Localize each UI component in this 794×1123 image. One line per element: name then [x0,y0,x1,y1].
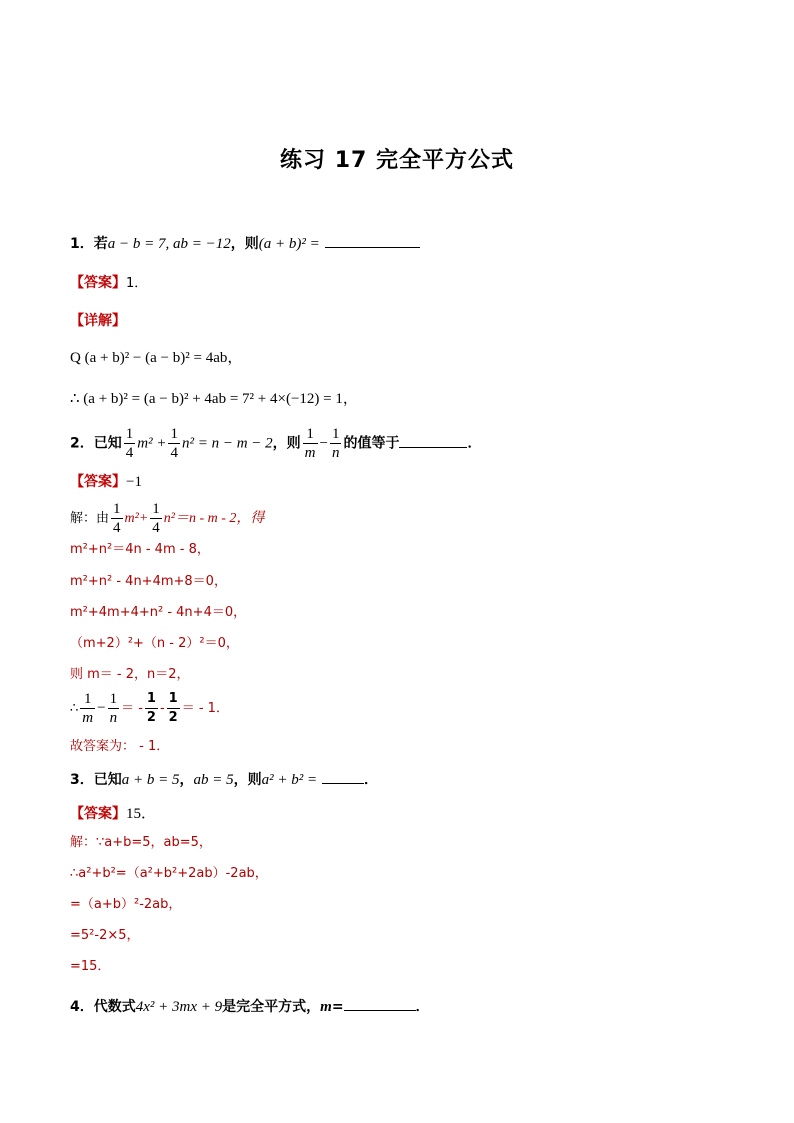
page-title: 练习 17 完全平方公式 [280,148,514,173]
q2-s6-minus-2: - [159,701,165,716]
q2-s6-fraction-half-2: $\frac{1}{2}$ [168,691,178,725]
q2-fraction-1: $\frac{1}{4}$ [125,426,134,461]
q2-text-known: 已知 [93,435,122,452]
q1-condition: a − b = 7, ab = −12 [107,236,231,252]
q4-answer-blank[interactable] [344,996,416,1011]
q3-separator: ， [179,772,194,788]
q2-step-6 [70,690,229,727]
q2-s6-minus: − [97,700,106,716]
q1-text-if: 若 [93,236,108,252]
q2-minus: − [319,435,328,452]
q3-answer-tag: 【答案】 [70,806,126,822]
q2-end: ． [467,435,482,452]
q2-answer-tag: 【答案】 [70,474,126,490]
q2-s6-fraction-half-1: $\frac{1}{2}$ [146,691,156,725]
q3-answer-blank[interactable] [322,769,364,784]
q2-fraction-2: $\frac{1}{4}$ [170,426,178,461]
q2-fraction-m: $\frac{1}{m}$ [304,426,316,461]
q4-number: 4． [70,999,94,1015]
q2-step-2: m²+n² - 4n+4m+8＝0， [70,574,227,589]
q2-answer-value: −1 [126,474,142,490]
q3-step-3: =（a+b）²-2ab， [70,897,182,912]
q2-sol-fraction-1: $\frac{1}{4}$ [113,501,121,536]
q1-answer-tag: 【答案】 [70,275,126,291]
q3-text-known: 已知 [93,772,122,788]
q3-number: 3． [70,772,94,788]
q1-expression: (a + b)² = [258,236,320,252]
q3-step-4: =5²-2×5， [70,928,140,943]
q2-s6-fraction-n: $\frac{1}{n}$ [109,691,118,726]
q4-text-b: 是完全平方式， [222,999,321,1015]
q1-text-then: ，则 [230,236,259,252]
q2-step-1: m²+n²＝4n - 4m - 8， [70,542,210,557]
q1-number: 1． [70,236,94,252]
q4-expression: 4x² + 3mx + 9 [135,999,223,1015]
q2-step-4: （m+2）²+（n - 2）²＝0， [70,636,239,651]
q1-answer [70,273,147,294]
q2-text-then: ，则 [272,435,301,452]
q3-condition-1: a + b = 5 [121,772,180,788]
q2-s6-end: ＝ - 1． [181,701,229,716]
q2-sol-rhs: n²＝n - m - 2，得 [163,511,265,526]
q2-step-3: m²+4m+4+n² - 4n+4＝0， [70,605,247,620]
q1-answer-blank[interactable] [325,233,420,248]
q2-solution-intro [70,500,264,537]
q3-answer [70,804,156,824]
q3-step-1: 解：∵a+b=5，ab=5， [70,835,212,850]
q3-expression: a² + b² = [261,772,318,788]
q2-sol-intro-text: 解：由 [70,511,110,526]
q2-s6-fraction-m: $\frac{1}{m}$ [82,691,94,726]
q1-detail-tag [70,311,126,331]
q1-answer-value: 1． [126,276,148,291]
q3-condition-2: ab = 5 [193,772,234,788]
q4-end: ． [415,999,430,1015]
question-4 [70,996,430,1017]
q2-step-7: 故答案为： - 1． [70,739,170,754]
question-2 [70,425,481,462]
q2-fraction-n: $\frac{1}{n}$ [331,426,340,461]
q2-s6-eq: ＝ - [121,701,143,716]
question-1 [70,233,420,254]
q2-sol-m2: m²+ [124,511,149,526]
q1-step-2: ∴ (a + b)² = (a − b)² + 4ab = 7² + 4×(−12) = 1， [70,391,358,407]
q1-step-1: Q (a + b)² − (a − b)² = 4ab， [70,350,243,366]
q4-variable: m [320,999,332,1015]
q3-text-then: ，则 [233,772,262,788]
q2-number: 2． [70,435,94,452]
q2-text-value: 的值等于 [343,435,400,452]
q2-answer-blank[interactable] [399,433,467,448]
q3-step-2: ∴a²+b²=（a²+b²+2ab）-2ab， [70,866,268,881]
q2-answer [70,472,142,492]
q2-s6-therefore: ∴ [70,701,79,716]
q2-m-squared: m² + [137,435,167,452]
q2-sol-fraction-2: $\frac{1}{4}$ [152,501,160,536]
q1-detail-label: 【详解】 [70,313,126,329]
q4-text-a: 代数式 [93,999,136,1015]
q2-step-5: 则 m＝ - 2，n＝2， [70,667,190,682]
q3-step-5: =15． [70,959,111,974]
q4-equals: = [331,999,344,1015]
question-3 [70,769,378,790]
q3-end: ． [364,772,378,788]
q3-answer-value: 15． [126,806,157,822]
q2-equation-rhs: n² = n − m − 2 [181,435,273,452]
